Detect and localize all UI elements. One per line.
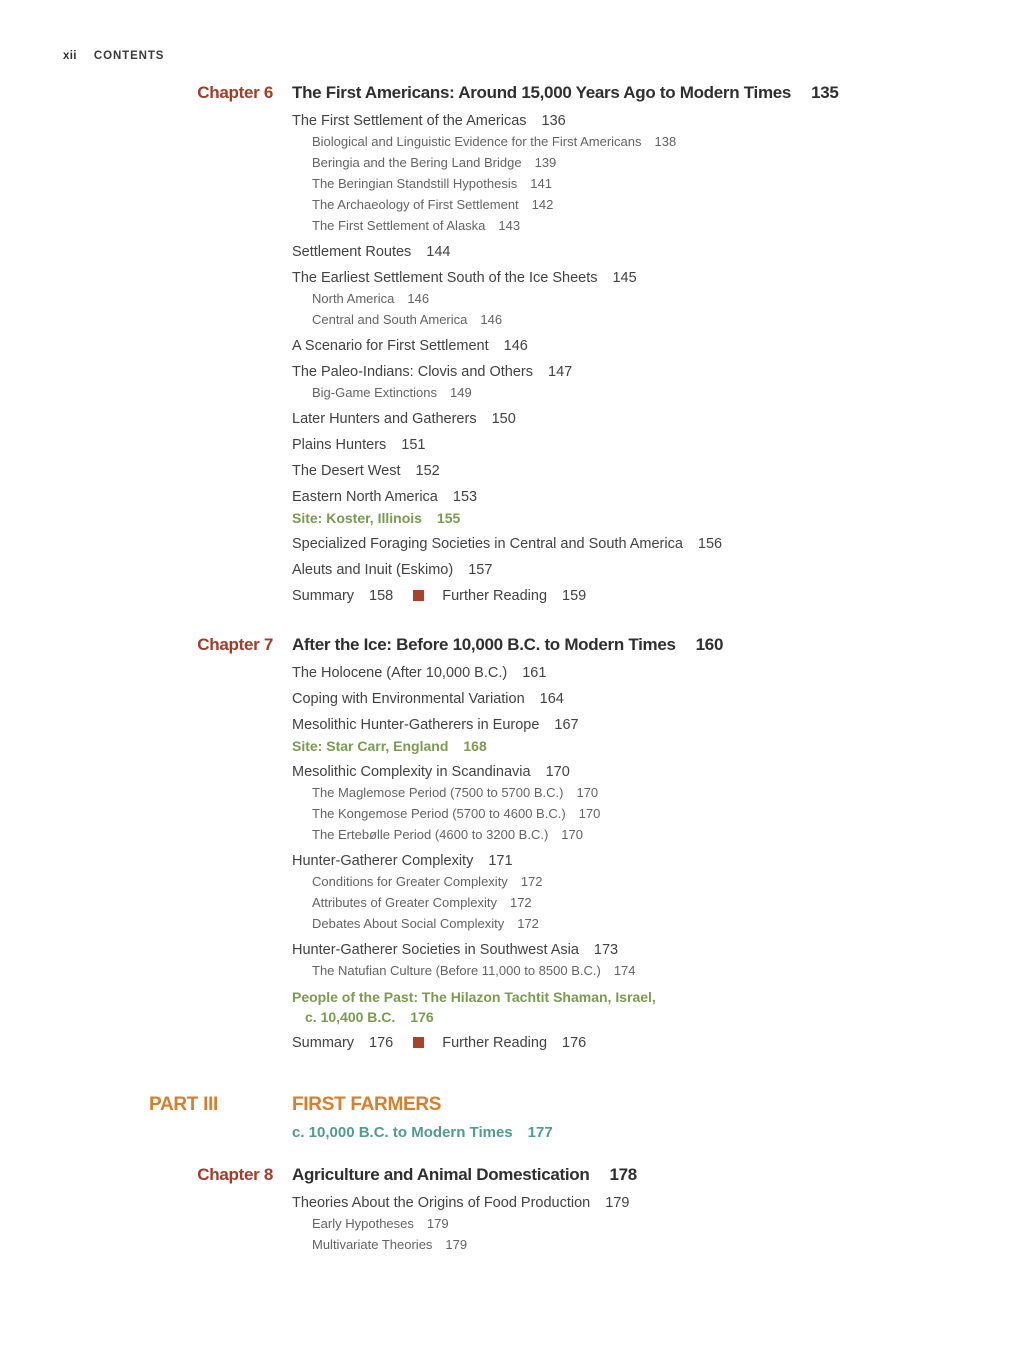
part-title: FIRST FARMERS (292, 1094, 442, 1115)
feature-line-2 (292, 1007, 994, 1027)
toc-site-entry (292, 508, 994, 528)
toc-subentry (292, 803, 994, 824)
entry-page: 174 (613, 963, 636, 978)
entry-page: 153 (452, 489, 478, 505)
toc-entry (292, 534, 994, 554)
part-subtitle-text: c. 10,000 B.C. to Modern Times (292, 1124, 513, 1141)
chapter-content (292, 633, 1034, 1053)
entry-page: 144 (426, 244, 451, 260)
running-header (63, 50, 1034, 62)
entry-page: 170 (561, 827, 583, 842)
entry-title: Big-Game Extinctions (312, 385, 437, 400)
summary-page: 176 (369, 1035, 394, 1051)
toc-entry (292, 851, 994, 871)
summary-label: Summary (292, 588, 355, 604)
entry-title: Plains Hunters (292, 437, 387, 453)
entry-title: The Desert West (292, 463, 401, 479)
toc-entry (292, 487, 994, 507)
entry-title: The Earliest Settlement South of the Ice Sheets (292, 270, 598, 286)
chapter-content (292, 81, 1034, 606)
section-chapter-7 (0, 633, 1034, 1053)
page-folio: xii (63, 50, 77, 62)
further-reading-page: 159 (562, 588, 587, 604)
entry-page: 161 (522, 665, 547, 681)
contents-page (0, 50, 1034, 1353)
toc-entry (292, 111, 994, 131)
section-chapter-8 (0, 1163, 1034, 1255)
toc-entry (292, 940, 994, 960)
entry-page: 172 (517, 916, 539, 931)
toc-entry (292, 336, 994, 356)
entry-title: Early Hypotheses (312, 1216, 414, 1231)
chapter-title (292, 81, 994, 104)
toc-subentry (292, 1234, 994, 1255)
entry-title: Attributes of Greater Complexity (312, 895, 497, 910)
part-content (292, 1093, 1034, 1143)
entry-page: 143 (498, 218, 521, 233)
toc-entry (292, 689, 994, 709)
entry-title: Beringia and the Bering Land Bridge (312, 155, 522, 170)
entry-page: 179 (426, 1216, 449, 1231)
toc-subentry (292, 871, 994, 892)
toc-site-entry (292, 736, 994, 756)
toc-subentry (292, 131, 994, 152)
entry-title: Site: Star Carr, England (292, 738, 449, 754)
toc-entry (292, 715, 994, 735)
entry-title: Specialized Foraging Societies in Central and South America (292, 536, 683, 552)
square-bullet-icon (413, 1037, 424, 1048)
toc-subentry (292, 1213, 994, 1234)
entry-title: Theories About the Origins of Food Production (292, 1195, 591, 1211)
entry-title: Mesolithic Complexity in Scandinavia (292, 764, 531, 780)
entry-page: 157 (468, 562, 493, 578)
entry-title: Mesolithic Hunter-Gatherers in Europe (292, 717, 540, 733)
entry-page: 147 (548, 364, 573, 380)
chapter-page-number: 135 (811, 83, 839, 102)
chapter-label-cell (0, 1163, 292, 1255)
entry-page: 172 (520, 874, 543, 889)
entry-page: 170 (576, 785, 599, 800)
toc-subentry (292, 824, 994, 845)
entry-title: Central and South America (312, 312, 468, 327)
toc-subentry (292, 194, 994, 215)
entry-page: 150 (491, 411, 516, 427)
entry-title: The Holocene (After 10,000 B.C.) (292, 665, 508, 681)
toc-entry (292, 560, 994, 580)
further-reading-label: Further Reading (442, 588, 548, 604)
entry-page: 145 (612, 270, 637, 286)
entry-title: Hunter-Gatherer Societies in Southwest Asia (292, 942, 579, 958)
entry-title: North America (312, 291, 395, 306)
entry-title: Eastern North America (292, 489, 438, 505)
entry-page: 139 (534, 155, 557, 170)
toc-feature-entry (292, 987, 994, 1027)
entry-page: 141 (530, 176, 552, 191)
feature-line2-text: c. 10,400 B.C. (305, 1009, 396, 1025)
chapter-number-label: Chapter 6 (197, 83, 273, 102)
entry-page: 171 (488, 853, 513, 869)
toc-entry (292, 435, 994, 455)
section-chapter-6 (0, 81, 1034, 606)
toc-entry (292, 362, 994, 382)
entry-title: Coping with Environmental Variation (292, 691, 525, 707)
entry-page: 146 (480, 312, 503, 327)
chapter-label-cell (0, 633, 292, 1053)
toc-summary-row (292, 1033, 994, 1053)
toc-subentry (292, 782, 994, 803)
entry-title: Biological and Linguistic Evidence for the First Americans (312, 134, 642, 149)
square-bullet-icon (413, 590, 424, 601)
section-part-3 (0, 1093, 1034, 1143)
entry-title: The Ertebølle Period (4600 to 3200 B.C.) (312, 827, 549, 842)
further-reading-page: 176 (562, 1035, 587, 1051)
toc-entry (292, 268, 994, 288)
chapter-number-label: Chapter 7 (197, 635, 273, 654)
chapter-page-number: 160 (695, 635, 724, 654)
entry-page: 146 (407, 291, 430, 306)
entry-title: Hunter-Gatherer Complexity (292, 853, 474, 869)
chapter-title-text: After the Ice: Before 10,000 B.C. to Modern Times (292, 635, 676, 654)
toc-subentry (292, 382, 994, 403)
part-number-label: PART III (149, 1094, 219, 1115)
entry-page: 170 (545, 764, 570, 780)
entry-page: 146 (503, 338, 528, 354)
entry-title: Later Hunters and Gatherers (292, 411, 477, 427)
entry-page: 164 (539, 691, 564, 707)
entry-title: A Scenario for First Settlement (292, 338, 489, 354)
entry-page: 136 (541, 113, 566, 129)
entry-title: Aleuts and Inuit (Eskimo) (292, 562, 454, 578)
entry-title: The Natufian Culture (Before 11,000 to 8500 B.C.) (312, 963, 601, 978)
toc-subentry (292, 288, 994, 309)
toc-entry (292, 461, 994, 481)
toc-subentry (292, 309, 994, 330)
entry-page: 168 (463, 738, 487, 754)
toc-subentry (292, 960, 994, 981)
chapter-title (292, 1163, 994, 1186)
toc-subentry (292, 173, 994, 194)
chapter-title-text: The First Americans: Around 15,000 Years Ago to Modern Times (292, 83, 792, 102)
entry-page: 179 (605, 1195, 630, 1211)
chapter-title-text: Agriculture and Animal Domestication (292, 1165, 590, 1184)
toc-subentry (292, 215, 994, 236)
entry-page: 167 (554, 717, 579, 733)
part-subtitle (292, 1123, 994, 1143)
summary-label: Summary (292, 1035, 355, 1051)
toc-entry (292, 762, 994, 782)
toc-subentry (292, 152, 994, 173)
toc-entry (292, 663, 994, 683)
entry-title: Debates About Social Complexity (312, 916, 505, 931)
part-subtitle-page: 177 (527, 1124, 553, 1141)
entry-title: Multivariate Theories (312, 1237, 433, 1252)
entry-title: Settlement Routes (292, 244, 412, 260)
entry-title: Conditions for Greater Complexity (312, 874, 508, 889)
toc-subentry (292, 892, 994, 913)
entry-page: 173 (593, 942, 619, 958)
entry-title: The Archaeology of First Settlement (312, 197, 519, 212)
toc-entry (292, 242, 994, 262)
entry-title: The Beringian Standstill Hypothesis (312, 176, 518, 191)
entry-page: 156 (697, 536, 723, 552)
toc-entry (292, 1193, 994, 1213)
entry-title: The Kongemose Period (5700 to 4600 B.C.) (312, 806, 566, 821)
chapter-title (292, 633, 994, 656)
toc-summary-row (292, 586, 994, 606)
entry-page: 142 (531, 197, 554, 212)
running-head-title: CONTENTS (93, 50, 165, 62)
toc-entry (292, 409, 994, 429)
entry-title: Site: Koster, Illinois (292, 510, 422, 526)
chapter-number-label: Chapter 8 (197, 1165, 273, 1184)
chapter-content (292, 1163, 1034, 1255)
feature-line-1: People of the Past: The Hilazon Tachtit Shaman, Israel, (292, 989, 656, 1005)
entry-title: The Maglemose Period (7500 to 5700 B.C.) (312, 785, 564, 800)
entry-page: 155 (436, 510, 461, 526)
entry-title: The First Settlement of Alaska (312, 218, 486, 233)
entry-title: The Paleo-Indians: Clovis and Others (292, 364, 533, 380)
part-label-cell (0, 1093, 292, 1143)
entry-page: 152 (415, 463, 440, 479)
chapter-page-number: 178 (609, 1165, 637, 1184)
entry-page: 170 (578, 806, 601, 821)
chapter-label-cell (0, 81, 292, 606)
entry-page: 151 (401, 437, 426, 453)
toc-subentry (292, 913, 994, 934)
summary-page: 158 (369, 588, 394, 604)
entry-page: 179 (445, 1237, 468, 1252)
entry-page: 176 (410, 1009, 434, 1025)
entry-page: 138 (654, 134, 677, 149)
entry-page: 172 (509, 895, 532, 910)
further-reading-label: Further Reading (442, 1035, 548, 1051)
entry-title: The First Settlement of the Americas (292, 113, 527, 129)
entry-page: 149 (450, 385, 472, 400)
